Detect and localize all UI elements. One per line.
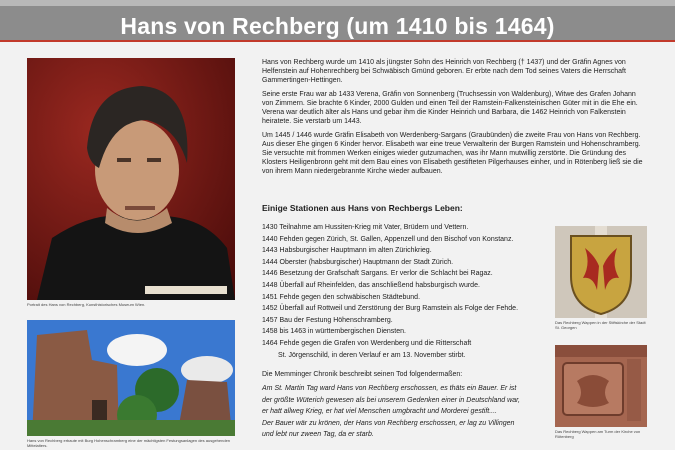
castle-photo bbox=[27, 320, 235, 436]
chronicle-line: der größte Wüterich gewesen als bei unserem Gedenken einer in Deutschland war, bbox=[262, 396, 520, 404]
intro-paragraph-1: Hans von Rechberg wurde um 1410 als jüngster Sohn des Heinrich von Rechberg († 1437) und der Gräfin Agnes von Helfenstein auf Hohenrechberg bei Schwäbisch Gmünd geboren. Er erbte nach dem Tod seines Vaters die Herrschaft Gammertingen-Hettingen. bbox=[262, 59, 626, 84]
crest2-caption: Das Rechberg Wappen am Turm der Kirche von Rötenberg bbox=[555, 429, 641, 439]
station-item: 1451 Fehde gegen den schwäbischen Städtebund. bbox=[262, 293, 421, 301]
portrait-caption: Portrait des Hans von Rechberg, Kunsthistorisches Museum Wien. bbox=[27, 302, 146, 307]
station-item: 1440 Fehden gegen Zürich, St. Gallen, Appenzell und den Bischof von Konstanz. bbox=[262, 235, 514, 243]
stations-heading: Einige Stationen aus Hans von Rechbergs Leben: bbox=[262, 203, 463, 213]
title-bar bbox=[0, 6, 675, 42]
castle-illustration bbox=[27, 320, 235, 436]
page-title: Hans von Rechberg (um 1410 bis 1464) bbox=[120, 13, 555, 39]
station-item: 1464 Fehde gegen die Grafen von Werdenberg und die Ritterschaft bbox=[262, 339, 472, 347]
station-item: 1443 Habsburgischer Hauptmann im alten Zürichkrieg. bbox=[262, 247, 432, 255]
chronicle-intro: Die Memminger Chronik beschreibt seinen Tod folgendermaßen: bbox=[262, 371, 463, 378]
chronicle-line: Der Bauer wär zu krönen, der Hans von Rechberg erschossen, er lag zu Villingen bbox=[262, 419, 515, 427]
chronicle-line: er hatt allweg Krieg, er hat viel Menschen umgbracht und Morderei gestift.... bbox=[262, 408, 498, 415]
chronicle-quote bbox=[262, 383, 552, 441]
station-item: 1430 Teilnahme am Hussiten-Krieg mit Vater, Brüdern und Vettern. bbox=[262, 224, 469, 231]
crest1-caption: Das Rechberg Wappen in der Stiftskirche der Stadt St. Georgen bbox=[555, 320, 646, 330]
station-item: 1444 Oberster (habsburgischer) Hauptmann der Stadt Zürich. bbox=[262, 258, 454, 266]
station-item: 1448 Überfall auf Rheinfelden, das anschließend habsburgisch wurde. bbox=[262, 281, 480, 289]
station-item: 1458 bis 1463 in württembergischen Diensten. bbox=[262, 328, 406, 336]
castle-caption: Hans von Rechberg erbaute mit Burg Hohenschramberg eine der mächtigsten Festungsanlagen des ausgehenden Mittelalters. bbox=[27, 438, 231, 448]
coat-of-arms-icon bbox=[555, 226, 647, 318]
intro-paragraph-3: Um 1445 / 1446 wurde Gräfin Elisabeth von Werdenberg-Sargans (Graubünden) die zweite Frau von Hans von Rechberg. Aus dieser Ehe gingen 6 Kinder hervor. Elisabeth war eine treue Verwalterin der Burgen Ramstein und Hohenschramberg. Sie versuchte mit frommen Werken einiges wieder gutzumachen, was ihr Mann mutwillig zerstörte. Die Gründung des Klosters Heiligenbronn geht mit dem Bau eines von Elisabeth gestifteten Pilgerhauses einher, und in Rötenberg ließ sie die von ihrem Mann niedergebrannte Kirche wieder aufbauen. bbox=[262, 132, 643, 175]
portrait-illustration bbox=[27, 58, 235, 300]
crest-image-2 bbox=[555, 345, 647, 427]
chronicle-line: und lebt nur zween Tag, da er starb. bbox=[262, 431, 374, 438]
station-item: 1446 Besetzung der Grafschaft Sargans. Er verlor die Schlacht bei Ragaz. bbox=[262, 270, 493, 278]
stations-list bbox=[262, 222, 552, 361]
station-item: 1457 Bau der Festung Höhenschramberg. bbox=[262, 316, 393, 324]
station-item: St. Jörgenschild, in deren Verlauf er am 13. November stirbt. bbox=[278, 351, 466, 359]
intro-paragraph-2: Seine erste Frau war ab 1433 Verena, Gräfin von Sonnenberg (Truchsessin von Waldenburg), Witwe des Grafen Johann von Zimmern. Sie brachte 6 Kinder, 2000 Gulden und einen Teil der Ramstein-Falkensteinischen Güter mit in die Ehe ein. Verena war deutlich älter als Hans und gebar ihm die Kinder Heinrich und Barbara, die 1462 Heinrich von Falkenstein heiratete. Sie verstarb um 1443. bbox=[262, 91, 638, 125]
crest-image-1 bbox=[555, 226, 647, 318]
station-item: 1452 Überfall auf Rottweil und Zerstörung der Burg Ramstein als Folge der Fehde. bbox=[262, 305, 519, 313]
portrait-image bbox=[27, 58, 235, 300]
stone-relief-icon bbox=[555, 345, 647, 427]
intro-text bbox=[262, 58, 648, 181]
chronicle-line: Am St. Martin Tag ward Hans von Rechberg erschossen, es thäts ein Bauer. Er ist bbox=[262, 385, 517, 392]
